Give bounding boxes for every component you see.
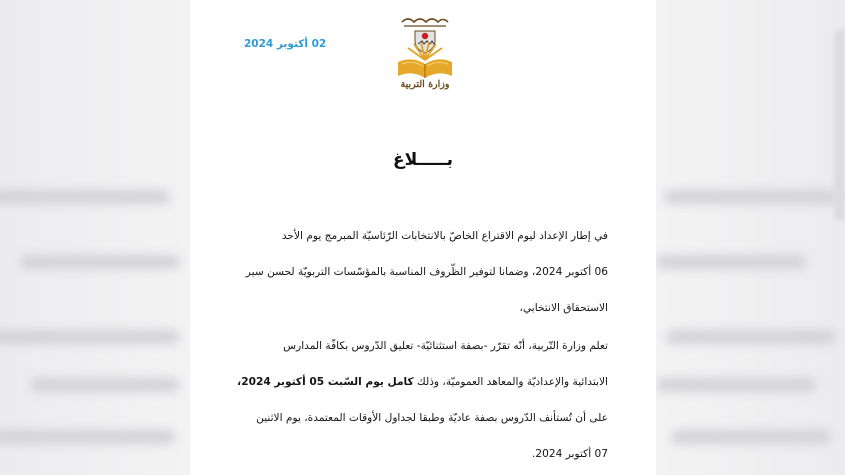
blur-shape: [656, 255, 806, 269]
blur-shape: [0, 430, 175, 444]
blur-shape: [30, 378, 180, 392]
blurred-background-right: [656, 0, 845, 475]
paragraph-intro: [236, 218, 608, 326]
paragraph-text: الابتدائية والإعداديّة والمعاهد العموميّة، وذلك: [413, 376, 608, 388]
blur-shape: [664, 190, 839, 204]
paragraph-line: تعلم وزارة التّربية، أنّه تقرّر -بصفة استثنائيّة- تعليق الدّروس بكافّة المدارس: [283, 340, 608, 352]
blurred-edge: [834, 30, 845, 220]
paragraph-line: 07 أكتوبر 2024.: [531, 448, 608, 460]
logo-caption: وزارة التربية: [400, 79, 450, 90]
paragraph-line: على أن تُستأنف الدّروس بصفة عاديّة وطبقا لجداول الأوقات المعتمدة، يوم الاثنين: [256, 412, 608, 424]
blur-shape: [0, 190, 170, 204]
document-page: [190, 0, 656, 475]
blur-shape: [20, 255, 180, 269]
highlighted-date: كامل يوم السّبت 05 أكتوبر 2024،: [237, 376, 414, 388]
blur-shape: [656, 378, 816, 392]
paragraph-line: [236, 364, 608, 400]
paragraph-line: 06 أكتوبر 2024، وضمانا لتوفير الظّروف المناسبة بالمؤسّسات التربويّة لحسن سير: [245, 266, 608, 278]
blur-shape: [666, 330, 836, 344]
paragraph-announcement: [236, 328, 608, 472]
paragraph-line: في إطار الإعداد ليوم الاقتراع الخاصّ بالانتخابات الرّئاسيّة المبرمج يوم الأحد: [281, 230, 608, 242]
document-date: 02 أكتوبر 2024: [244, 38, 327, 50]
open-book-icon: [398, 59, 452, 78]
blur-shape: [0, 330, 180, 344]
ministry-logo: [388, 12, 462, 104]
blurred-background-left: [0, 0, 190, 475]
paragraph-line: الاستحقاق الانتخابي،: [519, 302, 608, 314]
blur-shape: [671, 430, 831, 444]
announcement-title: بـــــلاغ: [393, 150, 453, 170]
header-calligraphy: [402, 19, 448, 26]
